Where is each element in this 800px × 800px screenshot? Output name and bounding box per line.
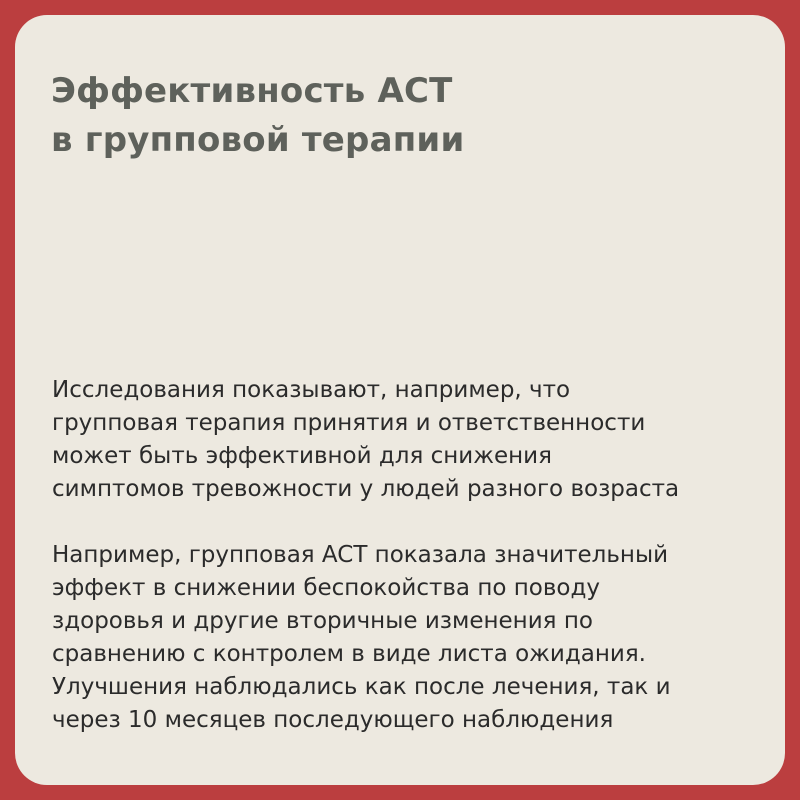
text-line: Исследования показывают, например, что (52, 377, 571, 403)
text-line: эффект в снижении беспокойства по поводу (52, 575, 600, 601)
title-line: в групповой терапии (51, 120, 465, 160)
text-line: симптомов тревожности у людей разного возраста (52, 476, 680, 502)
text-line: Улучшения наблюдались как после лечения, так и (52, 674, 671, 700)
text-line: здоровья и другие вторичные изменения по (52, 608, 593, 634)
paragraph-research (52, 374, 762, 506)
body-text (52, 374, 762, 737)
paragraph-example (52, 539, 762, 737)
content-card (15, 15, 785, 785)
text-line: сравнению с контролем в виде листа ожидания. (52, 641, 646, 667)
title-line: Эффективность ACT (51, 71, 453, 111)
text-line: через 10 месяцев последующего наблюдения (52, 707, 614, 733)
page-title (51, 67, 751, 165)
text-line: Например, групповая ACT показала значительный (52, 542, 669, 568)
text-line: может быть эффективной для снижения (52, 443, 552, 469)
text-line: групповая терапия принятия и ответственности (52, 410, 646, 436)
